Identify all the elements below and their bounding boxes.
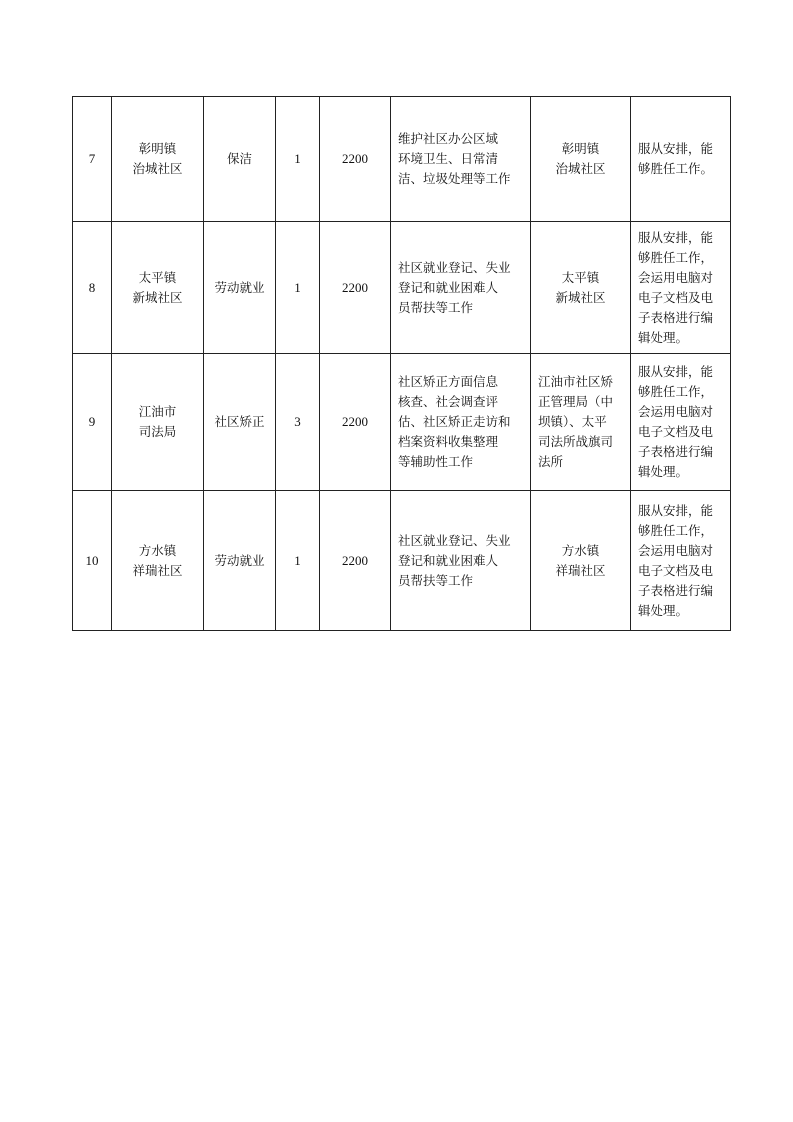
table-row	[73, 491, 731, 631]
headcount: 1	[276, 491, 320, 631]
headcount: 1	[276, 222, 320, 354]
row-number: 7	[73, 97, 112, 222]
row-number: 8	[73, 222, 112, 354]
headcount: 3	[276, 354, 320, 491]
job-posting-table	[72, 96, 731, 631]
salary: 2200	[320, 97, 391, 222]
salary: 2200	[320, 222, 391, 354]
table-row	[73, 97, 731, 222]
salary: 2200	[320, 354, 391, 491]
headcount: 1	[276, 97, 320, 222]
work-location: 江油市社区矫 正管理局（中 坝镇）、太平 司法所战旗司 法所	[531, 354, 631, 491]
post-name: 社区矫正	[204, 354, 276, 491]
row-number: 9	[73, 354, 112, 491]
job-duties: 社区就业登记、失业 登记和就业困难人 员帮扶等工作	[391, 491, 531, 631]
post-name: 劳动就业	[204, 222, 276, 354]
requirements: 服从安排，能 够胜任工作。	[631, 97, 731, 222]
table-row	[73, 354, 731, 491]
salary: 2200	[320, 491, 391, 631]
job-duties: 社区就业登记、失业 登记和就业困难人 员帮扶等工作	[391, 222, 531, 354]
requirements: 服从安排，能 够胜任工作， 会运用电脑对 电子文档及电 子表格进行编 辑处理。	[631, 354, 731, 491]
work-location: 方水镇 祥瑞社区	[531, 491, 631, 631]
hiring-unit: 太平镇 新城社区	[112, 222, 204, 354]
work-location: 彰明镇 治城社区	[531, 97, 631, 222]
hiring-unit: 江油市 司法局	[112, 354, 204, 491]
row-number: 10	[73, 491, 112, 631]
post-name: 保洁	[204, 97, 276, 222]
table-row	[73, 222, 731, 354]
requirements: 服从安排，能 够胜任工作， 会运用电脑对 电子文档及电 子表格进行编 辑处理。	[631, 222, 731, 354]
job-duties: 维护社区办公区域 环境卫生、日常清 洁、垃圾处理等工作	[391, 97, 531, 222]
requirements: 服从安排，能 够胜任工作， 会运用电脑对 电子文档及电 子表格进行编 辑处理。	[631, 491, 731, 631]
post-name: 劳动就业	[204, 491, 276, 631]
work-location: 太平镇 新城社区	[531, 222, 631, 354]
hiring-unit: 彰明镇 治城社区	[112, 97, 204, 222]
hiring-unit: 方水镇 祥瑞社区	[112, 491, 204, 631]
job-duties: 社区矫正方面信息 核查、社会调查评 估、社区矫正走访和 档案资料收集整理 等辅助性工作	[391, 354, 531, 491]
